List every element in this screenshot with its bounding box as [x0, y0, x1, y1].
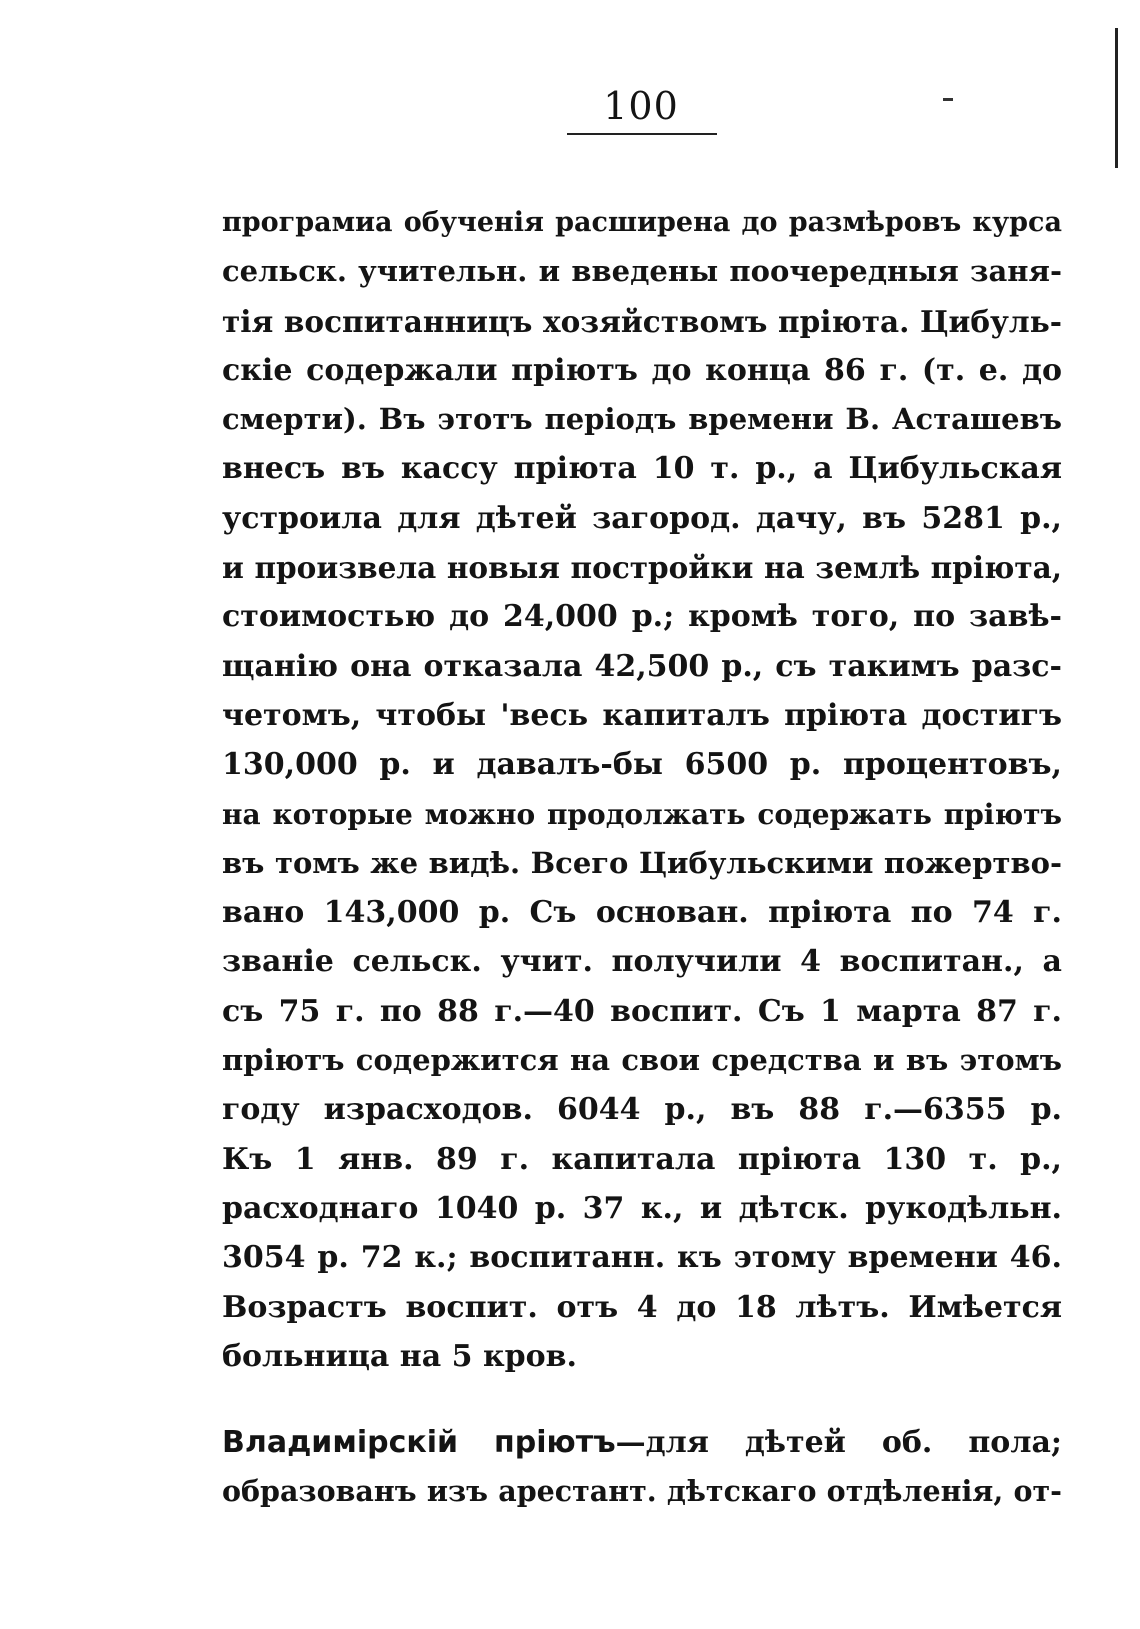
text-line: расходнаго 1040 р. 37 к., и дѣтск. рукодѣльн.: [222, 1190, 1062, 1226]
page-number: 100: [603, 84, 679, 128]
text-line: сельск. учительн. и введены поочередныя заня-: [222, 254, 1062, 289]
text-line: въ томъ же видѣ. Всего Цибульскими пожертво-: [222, 845, 1062, 880]
text-line: четомъ, чтобы 'весь капиталъ пріюта достигъ: [222, 697, 1062, 733]
text-line: Къ 1 янв. 89 г. капитала пріюта 130 т. р.,: [222, 1141, 1062, 1177]
page-number-underline: [567, 133, 717, 135]
text-line: скіе содержали пріютъ до конца 86 г. (т. е. до: [222, 352, 1062, 388]
heading-line-rest: —для дѣтей об. пола;: [615, 1425, 1062, 1460]
text-line: вано 143,000 р. Съ основан. пріюта по 74 г.: [222, 895, 1062, 931]
text-line: програмиа обученія расширена до размѣровъ курса: [222, 207, 1062, 238]
text-line: образованъ изъ арестант. дѣтскаго отдѣленія, от-: [222, 1474, 1062, 1509]
text-line: больница на 5 кров.: [222, 1338, 577, 1374]
text-line: и произвела новыя постройки на землѣ пріюта,: [222, 550, 1062, 586]
heading-line: [222, 1418, 1062, 1467]
paragraph-asylum-history: [222, 198, 1062, 1381]
page-edge-rule: [1115, 28, 1118, 168]
text-line: внесъ въ кассу пріюта 10 т. р., а Цибульская: [222, 451, 1062, 487]
text-line: 130,000 р. и давалъ-бы 6500 р. процентовъ,: [222, 747, 1062, 783]
text-line: устроила для дѣтей загород. дачу, въ 5281 р.,: [222, 500, 1062, 536]
text-line: тія воспитанницъ хозяйствомъ пріюта. Цибуль-: [222, 303, 1062, 339]
text-line: стоимостью до 24,000 р.; кромѣ того, по завѣ-: [222, 599, 1062, 635]
text-line: смерти). Въ этотъ періодъ времени В. Асташевъ: [222, 402, 1062, 437]
stray-mark: [943, 98, 953, 101]
text-line: Возрастъ воспит. отъ 4 до 18 лѣтъ. Имѣется: [222, 1289, 1062, 1325]
text-line: пріютъ содержится на свои средства и въ этомъ: [222, 1043, 1062, 1078]
text-line: званіе сельск. учит. получили 4 воспитан., а: [222, 944, 1062, 980]
text-line: 3054 р. 72 к.; воспитанн. къ этому времени 46.: [222, 1240, 1062, 1276]
section-heading: Владимірскій пріютъ: [222, 1425, 616, 1460]
paragraph-vladimir-asylum: [222, 1418, 1062, 1517]
text-line: на которые можно продолжать содержать пріютъ: [222, 797, 1062, 831]
text-line: году израсходов. 6044 р., въ 88 г.—6355 р.: [222, 1092, 1062, 1128]
text-line: съ 75 г. по 88 г.—40 воспит. Съ 1 марта 87 г.: [222, 993, 1062, 1029]
text-line: щанію она отказала 42,500 р., съ такимъ разс-: [222, 648, 1062, 684]
